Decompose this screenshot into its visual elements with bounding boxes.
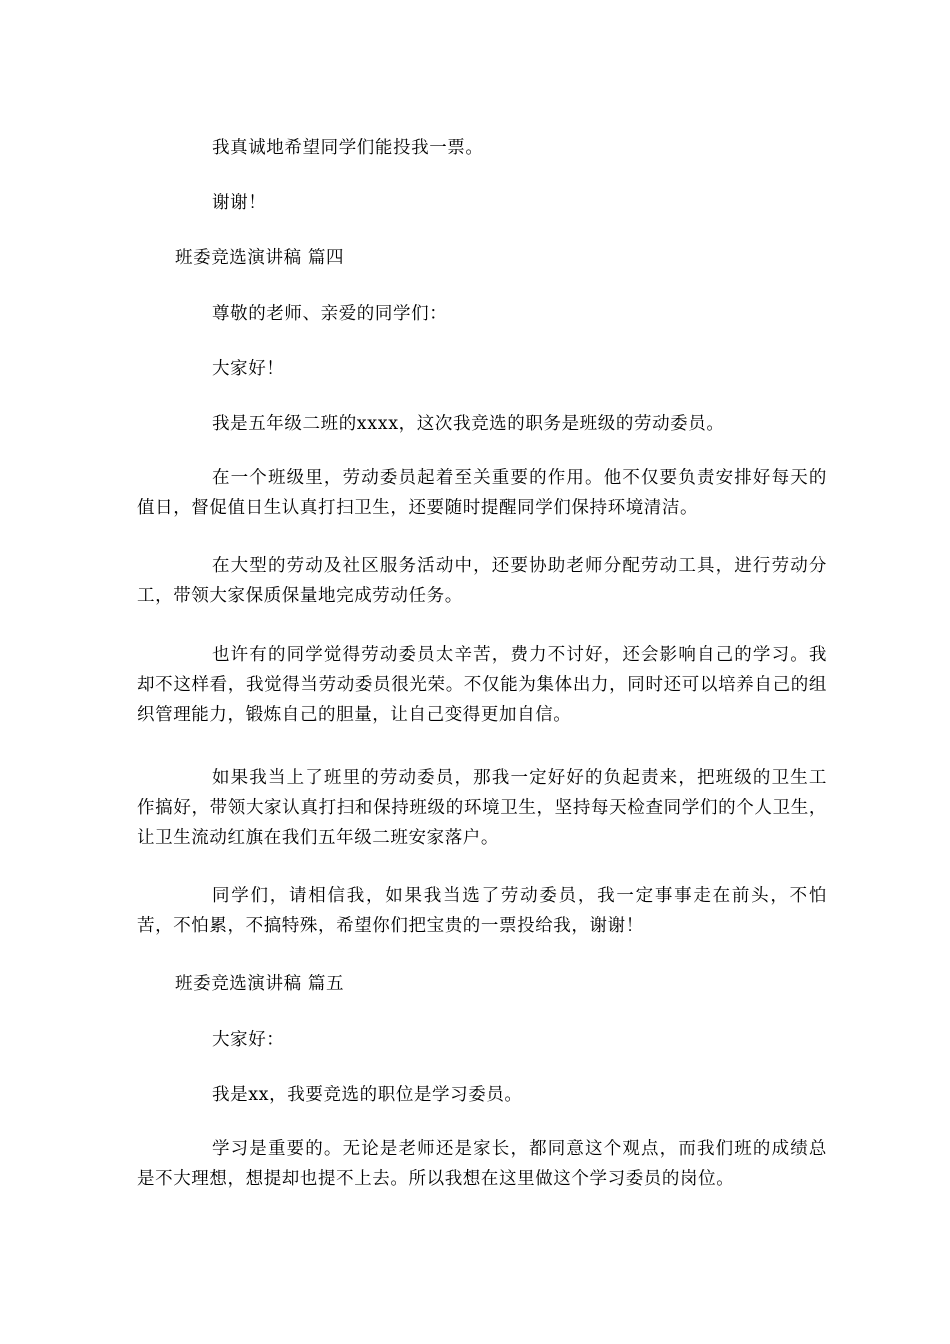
- paragraph-study-importance: 学习是重要的。无论是老师还是家长，都同意这个观点，而我们班的成绩总是不大理想，想提却也提不上去。所以我想在这里做这个学习委员的岗位。: [137, 1139, 827, 1189]
- paragraph-salutation: 尊敬的老师、亲爱的同学们：: [212, 304, 448, 324]
- paragraph-greeting: 大家好！: [212, 359, 285, 379]
- paragraph-vote-request: 我真诚地希望同学们能投我一票。: [212, 138, 484, 158]
- paragraph-thanks: 谢谢！: [212, 193, 267, 213]
- section-heading-part4: 班委竞选演讲稿 篇四: [175, 248, 345, 268]
- paragraph-honor: 也许有的同学觉得劳动委员太辛苦，费力不讨好，还会影响自己的学习。我却不这样看，我觉得当劳动委员很光荣。不仅能为集体出力，同时还可以培养自己的组织管理能力，锻炼自己的胆量，让自己变得更加自信。: [137, 645, 827, 725]
- paragraph-closing-appeal: 同学们，请相信我，如果我当选了劳动委员，我一定事事走在前头，不怕苦，不怕累，不搞特殊，希望你们把宝贵的一票投给我，谢谢！: [137, 886, 827, 936]
- paragraph-labor-activities: 在大型的劳动及社区服务活动中，还要协助老师分配劳动工具，进行劳动分工，带领大家保质保量地完成劳动任务。: [137, 556, 827, 606]
- paragraph-role-importance: 在一个班级里，劳动委员起着至关重要的作用。他不仅要负责安排好每天的值日，督促值日生认真打扫卫生，还要随时提醒同学们保持环境清洁。: [137, 468, 827, 518]
- section-heading-part5: 班委竞选演讲稿 篇五: [175, 974, 345, 994]
- paragraph-commitment: 如果我当上了班里的劳动委员，那我一定好好的负起责来，把班级的卫生工作搞好，带领大家认真打扫和保持班级的环境卫生，坚持每天检查同学们的个人卫生，让卫生流动红旗在我们五年级二班安家落户。: [137, 768, 827, 848]
- paragraph-introduction-2: 我是xx，我要竞选的职位是学习委员。: [212, 1085, 523, 1105]
- paragraph-introduction: 我是五年级二班的xxxx，这次我竞选的职务是班级的劳动委员。: [212, 414, 725, 434]
- paragraph-greeting-2: 大家好：: [212, 1030, 285, 1050]
